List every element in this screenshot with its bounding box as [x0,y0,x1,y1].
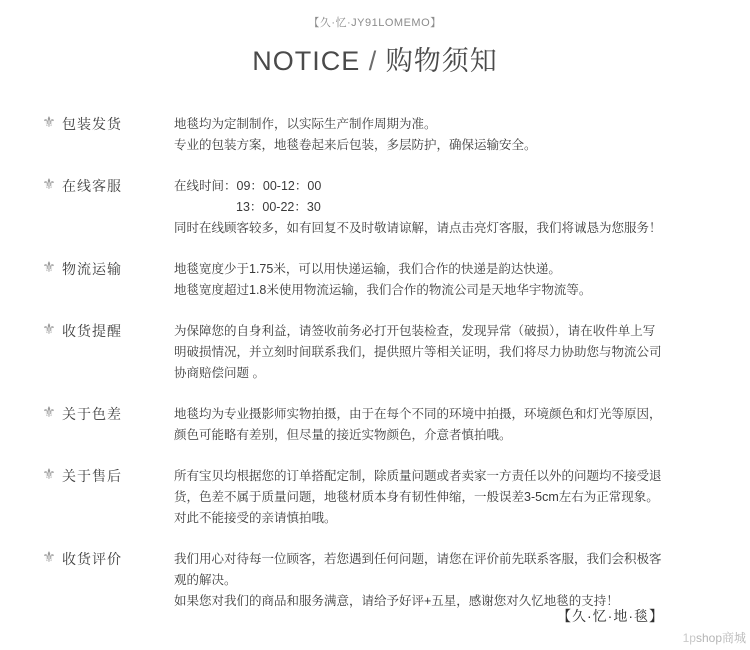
fleur-de-lis-icon: ⚜ [42,114,56,131]
fleur-de-lis-icon: ⚜ [42,259,56,276]
section-body [174,114,720,156]
section-body [174,466,720,529]
icon-cell [36,321,62,337]
brand-line: 【久·忆·JY91LOMEMO】 [308,17,442,29]
icon-cell [36,549,62,565]
section-body [174,549,720,612]
section-body [174,176,720,239]
page-title-cn: 购物须知 [385,46,498,76]
section-line: 我们用心对待每一位顾客，若您遇到任何问题，请您在评价前先联系客服，我们会积极客 [174,552,662,566]
section-line: 如果您对我们的商品和服务满意，请给予好评+五星，感谢您对久忆地毯的支持！ [174,594,619,608]
watermark [683,629,746,646]
fleur-de-lis-icon: ⚜ [42,549,56,566]
section-line: 所有宝贝均根据您的订单搭配定制，除质量问题或者卖家一方责任以外的问题均不接受退 [174,469,662,483]
section-line: 专业的包装方案，地毯卷起来后包装，多层防护，确保运输安全。 [174,138,537,152]
section-line: 货，色差不属于质量问题，地毯材质本身有韧性伸缩，一般误差3-5cm左右为正常现象。 [174,490,659,504]
notice-section [0,259,750,301]
footer-brand: 【久·忆·地·毯】 [557,608,664,624]
page-title [0,39,750,78]
section-line: 地毯均为专业摄影师实物拍摄，由于在每个不同的环境中拍摄，环境颜色和灯光等原因， [174,407,662,421]
icon-cell [36,466,62,482]
page-title-en: NOTICE [252,46,361,76]
section-line: 13：00-22：30 [236,200,321,214]
notice-sections [0,114,750,612]
notice-section [0,114,750,156]
section-body [174,404,720,446]
section-line: 地毯宽度少于1.75米，可以用快递运输，我们合作的快递是韵达快递。 [174,262,561,276]
icon-cell [36,404,62,420]
fleur-de-lis-icon: ⚜ [42,321,56,338]
section-body [174,321,720,384]
section-label: 在线客服 [62,178,122,194]
section-line: 同时在线顾客较多，如有回复不及时敬请谅解，请点击亮灯客服，我们将诚恳为您服务！ [174,221,662,235]
notice-section [0,321,750,384]
section-label: 关于售后 [62,468,122,484]
section-line: 在线时间：09：00-12：00 [174,179,322,193]
watermark-light-text: 1p [682,631,696,645]
section-body [174,259,720,301]
watermark-dark-text: shop商城 [695,631,746,645]
notice-section [0,549,750,612]
fleur-de-lis-icon: ⚜ [42,404,56,421]
section-line: 明破损情况，并立刻时间联系我们，提供照片等相关证明，我们将尽力协助您与物流公司 [174,345,662,359]
icon-cell [36,176,62,192]
section-line: 地毯均为定制制作，以实际生产制作周期为准。 [174,117,437,131]
icon-cell [36,259,62,275]
section-label: 收货评价 [62,551,122,567]
fleur-de-lis-icon: ⚜ [42,466,56,483]
section-line: 观的解决。 [174,573,237,587]
section-label: 包装发货 [62,116,122,132]
fleur-de-lis-icon: ⚜ [42,176,56,193]
page-title-separator: / [368,46,378,76]
notice-section [0,404,750,446]
section-label: 关于色差 [62,406,122,422]
section-line: 对此不能接受的亲请慎拍哦。 [174,511,337,525]
section-line: 颜色可能略有差别，但尽量的接近实物颜色，介意者慎拍哦。 [174,428,512,442]
notice-section [0,176,750,239]
section-label: 物流运输 [62,261,122,277]
section-label: 收货提醒 [62,323,122,339]
section-line: 为保障您的自身利益，请签收前务必打开包装检查，发现异常（破损），请在收件单上写 [174,324,656,338]
section-line: 地毯宽度超过1.8米使用物流运输，我们合作的物流公司是天地华宇物流等。 [174,283,592,297]
section-line: 协商赔偿问题 。 [174,366,265,380]
icon-cell [36,114,62,130]
notice-section [0,466,750,529]
